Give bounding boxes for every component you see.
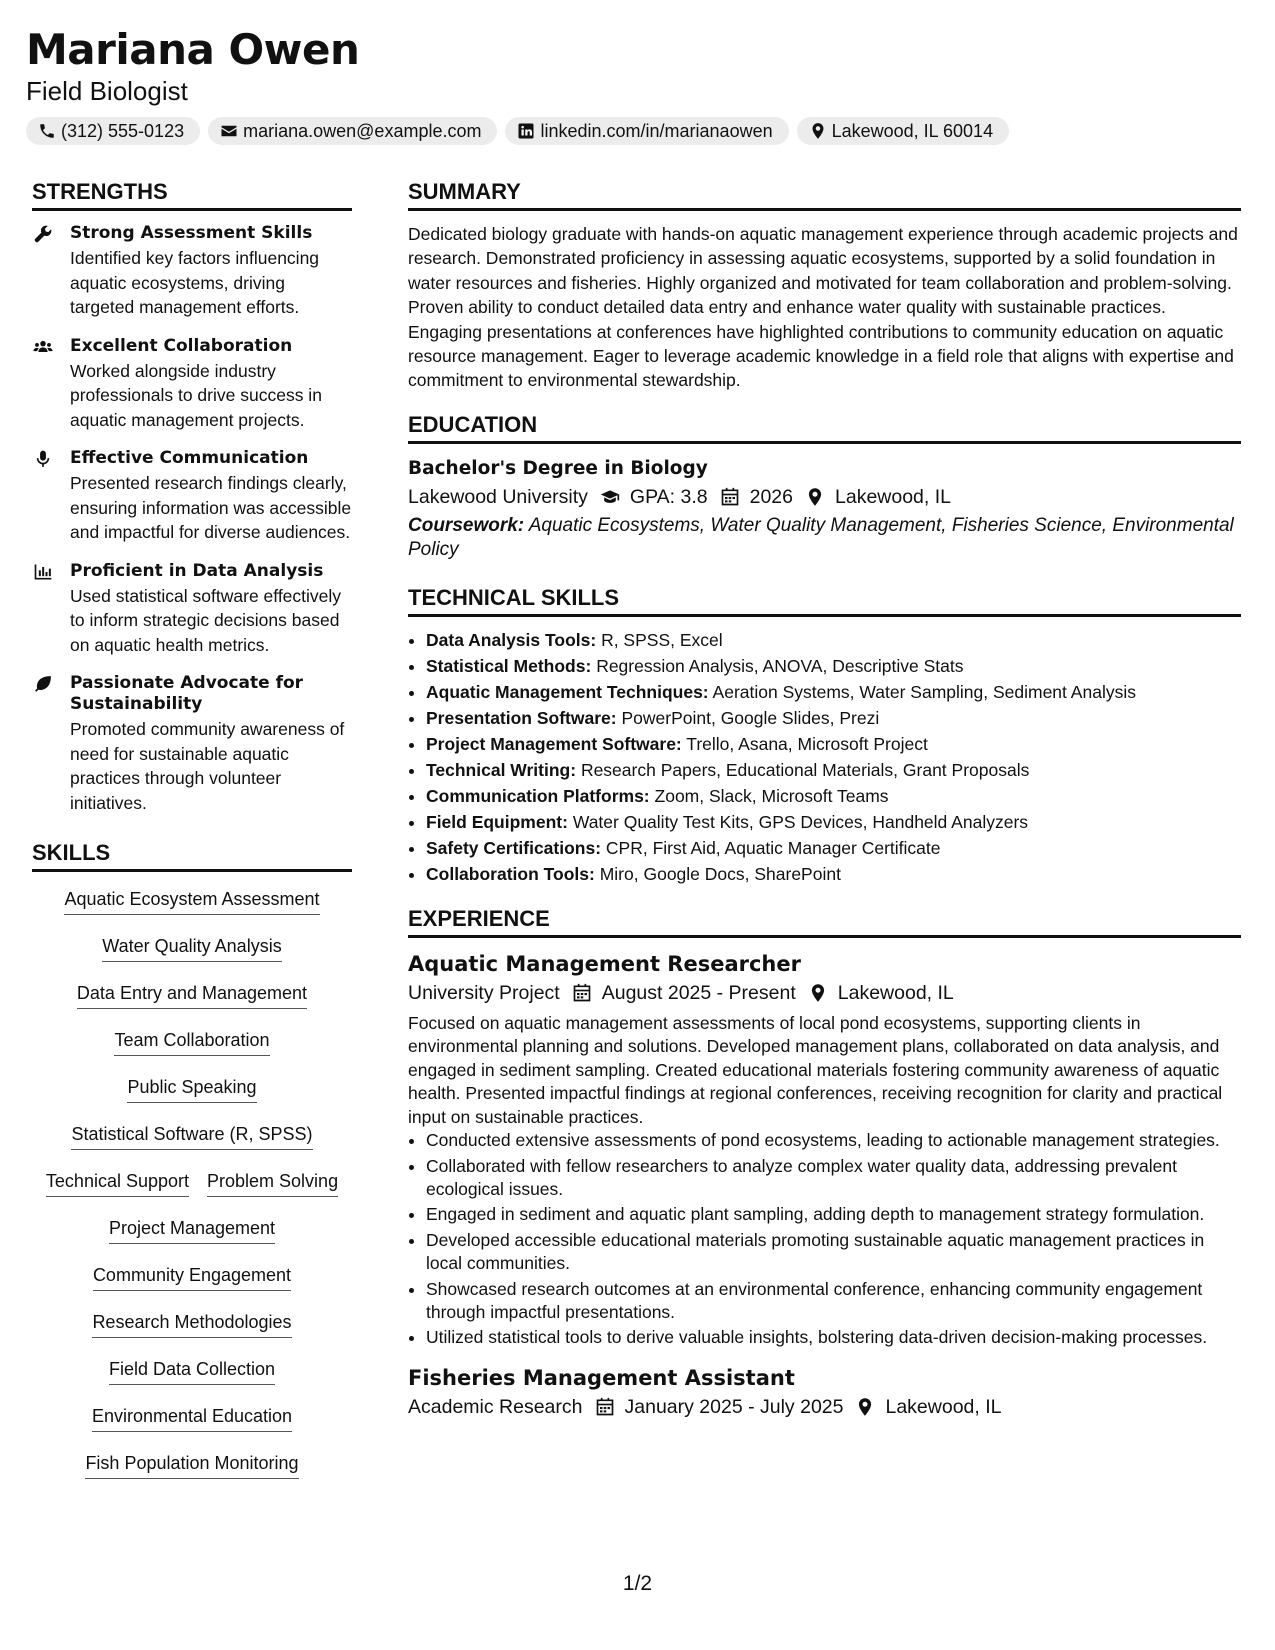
- tech-skill-value: Miro, Google Docs, SharePoint: [599, 863, 841, 884]
- strength-desc: Presented research findings clearly, ensuring information was accessible and impactful for diverse audiences.: [70, 473, 352, 542]
- strength-title: Passionate Advocate for Sustainability: [70, 673, 304, 714]
- skill-tag: Environmental Education: [92, 1405, 292, 1432]
- tech-skill-value: Research Papers, Educational Materials, Grant Proposals: [580, 759, 1030, 780]
- list-item: • Utilized statistical tools to derive valuable insights, bolstering data-driven decision-making processes.: [426, 1326, 1241, 1350]
- coursework-label: Coursework:: [408, 514, 525, 536]
- list-item: • Developed accessible educational materials promoting sustainable aquatic management practices in local communities.: [426, 1229, 1241, 1276]
- tech-skill-value: Water Quality Test Kits, GPS Devices, Handheld Analyzers: [572, 811, 1029, 832]
- job-dates: August 2025 - Present: [601, 981, 796, 1004]
- education-meta: [408, 482, 1241, 512]
- education-location: Lakewood, IL: [835, 485, 952, 508]
- location-pin-icon: [809, 122, 827, 140]
- calendar-icon: [572, 983, 592, 1003]
- strength-desc: Used statistical software effectively to inform strategic decisions based on aquatic health metrics.: [70, 585, 342, 655]
- education-degree: Bachelor's Degree in Biology: [408, 457, 708, 479]
- coursework-list: Aquatic Ecosystems, Water Quality Management, Fisheries Science, Environmental Policy: [408, 514, 1234, 560]
- leaf-icon: [32, 674, 54, 694]
- skill-tag: Problem Solving: [207, 1170, 338, 1197]
- left-column: [32, 178, 352, 1499]
- list-item: [426, 835, 1241, 861]
- list-item: [426, 861, 1241, 887]
- calendar-icon: [595, 1397, 615, 1417]
- calendar-icon: [720, 487, 740, 507]
- tech-skill-label: Presentation Software:: [426, 707, 617, 728]
- tech-skill-value: CPR, First Aid, Aquatic Manager Certificate: [605, 837, 941, 858]
- wrench-icon: [32, 224, 54, 244]
- job-org: Academic Research: [408, 1395, 583, 1418]
- location-pin-icon: [808, 983, 828, 1003]
- strength-item: [32, 223, 352, 320]
- contact-email-text: mariana.owen@example.com: [243, 121, 482, 141]
- contact-phone-text: (312) 555-0123: [61, 121, 185, 141]
- job-dates: January 2025 - July 2025: [624, 1395, 844, 1418]
- job-location: Lakewood, IL: [837, 981, 954, 1004]
- microphone-icon: [32, 449, 54, 469]
- location-pin-icon: [855, 1397, 875, 1417]
- phone-icon: [38, 122, 56, 140]
- tech-skill-label: Field Equipment:: [426, 811, 568, 832]
- education-coursework: [408, 514, 1241, 562]
- tech-skill-label: Technical Writing:: [426, 759, 577, 780]
- list-item: [426, 731, 1241, 757]
- tech-skill-label: Aquatic Management Techniques:: [426, 681, 709, 702]
- list-item: [426, 705, 1241, 731]
- technical-skills-heading: TECHNICAL SKILLS: [408, 584, 1241, 617]
- candidate-name: Mariana Owen: [26, 25, 360, 74]
- list-item: • Collaborated with fellow researchers to analyze complex water quality data, addressing prevalent ecological issues.: [426, 1155, 1241, 1202]
- graduation-cap-icon: [600, 487, 620, 507]
- list-item: [426, 679, 1241, 705]
- tech-skill-value: Regression Analysis, ANOVA, Descriptive Stats: [596, 655, 964, 676]
- candidate-role: Field Biologist: [26, 76, 188, 106]
- education-year: 2026: [749, 485, 793, 508]
- job-title: Aquatic Management Researcher: [408, 951, 801, 976]
- job-description: Focused on aquatic management assessments of local pond ecosystems, supporting clients in environmental planning and solutions. Developed management plans, collaborated on data analysis, and engaged in sediment sampling. Created educational materials fostering community awareness of aquatic health. Presented impactful findings at regional conferences, receiving recognition for clarity and practical input on sustainable practices.: [408, 1012, 1223, 1127]
- technical-skills-list: [408, 627, 1241, 887]
- skill-tag: Fish Population Monitoring: [85, 1452, 298, 1479]
- job-title: Fisheries Management Assistant: [408, 1365, 795, 1390]
- skill-tag: Community Engagement: [93, 1264, 291, 1291]
- resume-header: [26, 26, 1246, 145]
- strengths-heading: STRENGTHS: [32, 178, 352, 211]
- list-item: [426, 653, 1241, 679]
- job-location: Lakewood, IL: [885, 1395, 1002, 1418]
- job-org: University Project: [408, 981, 560, 1004]
- page-number: 1/2: [622, 1572, 653, 1595]
- skill-tag: Technical Support: [46, 1170, 189, 1197]
- strength-item: [32, 561, 352, 658]
- experience-heading: EXPERIENCE: [408, 905, 1241, 938]
- strength-desc: Identified key factors influencing aquatic ecosystems, driving targeted management efforts.: [70, 248, 320, 317]
- contact-email[interactable]: [208, 117, 497, 145]
- location-pin-icon: [805, 487, 825, 507]
- tech-skill-value: Aeration Systems, Water Sampling, Sediment Analysis: [712, 681, 1136, 702]
- strength-desc: Promoted community awareness of need for sustainable aquatic practices through volunteer initiatives.: [70, 719, 345, 813]
- contact-location: [797, 117, 1009, 145]
- skill-tag: Project Management: [109, 1217, 275, 1244]
- tech-skill-value: PowerPoint, Google Slides, Prezi: [621, 707, 880, 728]
- tech-skill-label: Communication Platforms:: [426, 785, 650, 806]
- job-entry: [408, 1364, 1241, 1422]
- tech-skill-label: Project Management Software:: [426, 733, 682, 754]
- tech-skill-value: Zoom, Slack, Microsoft Teams: [654, 785, 889, 806]
- contact-location-text: Lakewood, IL 60014: [831, 121, 994, 141]
- tech-skill-label: Collaboration Tools:: [426, 863, 595, 884]
- envelope-icon: [220, 122, 238, 140]
- strength-item: [32, 448, 352, 545]
- skill-tag: Public Speaking: [127, 1076, 256, 1103]
- list-item: [426, 757, 1241, 783]
- strength-desc: Worked alongside industry professionals to drive success in aquatic management projects.: [70, 360, 322, 430]
- skill-tag: Research Methodologies: [92, 1311, 291, 1338]
- contact-linkedin[interactable]: [505, 117, 788, 145]
- job-entry: [408, 950, 1241, 1350]
- users-icon: [32, 337, 54, 357]
- list-item: [426, 809, 1241, 835]
- education-heading: EDUCATION: [408, 411, 1241, 444]
- contact-bar: [26, 117, 1246, 145]
- strength-title: Strong Assessment Skills: [70, 223, 313, 243]
- skill-tag: Aquatic Ecosystem Assessment: [64, 888, 319, 915]
- skill-tag: Data Entry and Management: [77, 982, 307, 1009]
- education-school: Lakewood University: [408, 485, 588, 508]
- list-item: [426, 627, 1241, 653]
- tech-skill-value: Trello, Asana, Microsoft Project: [686, 733, 928, 754]
- education-gpa: GPA: 3.8: [629, 485, 708, 508]
- tech-skill-label: Safety Certifications:: [426, 837, 602, 858]
- strength-title: Excellent Collaboration: [70, 335, 293, 356]
- linkedin-icon: [517, 122, 535, 140]
- summary-heading: SUMMARY: [408, 178, 1241, 211]
- skills-list: [32, 888, 352, 1499]
- list-item: [426, 783, 1241, 809]
- job-meta: [408, 978, 1241, 1008]
- strength-item: [32, 336, 352, 433]
- tech-skill-label: Data Analysis Tools:: [426, 629, 597, 650]
- list-item: • Showcased research outcomes at an environmental conference, enhancing community engagement through impactful presentations.: [426, 1278, 1241, 1325]
- bar-chart-icon: [32, 562, 54, 582]
- contact-linkedin-text: linkedin.com/in/marianaowen: [540, 121, 773, 141]
- strength-item: [32, 673, 352, 815]
- tech-skill-label: Statistical Methods:: [426, 655, 592, 676]
- skill-tag: Water Quality Analysis: [102, 935, 281, 962]
- list-item: • Engaged in sediment and aquatic plant sampling, adding depth to management strategy formulation.: [426, 1203, 1241, 1227]
- list-item: • Conducted extensive assessments of pond ecosystems, leading to actionable management strategies.: [426, 1129, 1241, 1153]
- job-bullets: [408, 1129, 1241, 1349]
- job-meta: [408, 1392, 1241, 1422]
- strength-title: Proficient in Data Analysis: [70, 560, 324, 581]
- skills-heading: SKILLS: [32, 839, 352, 872]
- tech-skill-value: R, SPSS, Excel: [601, 629, 723, 650]
- summary-text: Dedicated biology graduate with hands-on aquatic management experience through academic projects and research. Demonstrated proficiency in assessing aquatic ecosystems, supported by a solid foundation in water resources and fisheries. Highly organized and motivated for team collaboration and problem-solving. Proven ability to conduct detailed data entry and enhance water quality with sustainable practices. Engaging presentations at conferences have highlighted contributions to community education on aquatic resource management. Eager to leverage academic knowledge in a field role that aligns with expertise and commitment to environmental stewardship.: [408, 224, 1238, 391]
- skill-tag: Statistical Software (R, SPSS): [71, 1123, 312, 1150]
- strength-title: Effective Communication: [70, 448, 309, 468]
- contact-phone[interactable]: [26, 117, 200, 145]
- right-column: [408, 178, 1241, 1422]
- skill-tag: Field Data Collection: [109, 1358, 275, 1385]
- skill-tag: Team Collaboration: [114, 1029, 269, 1056]
